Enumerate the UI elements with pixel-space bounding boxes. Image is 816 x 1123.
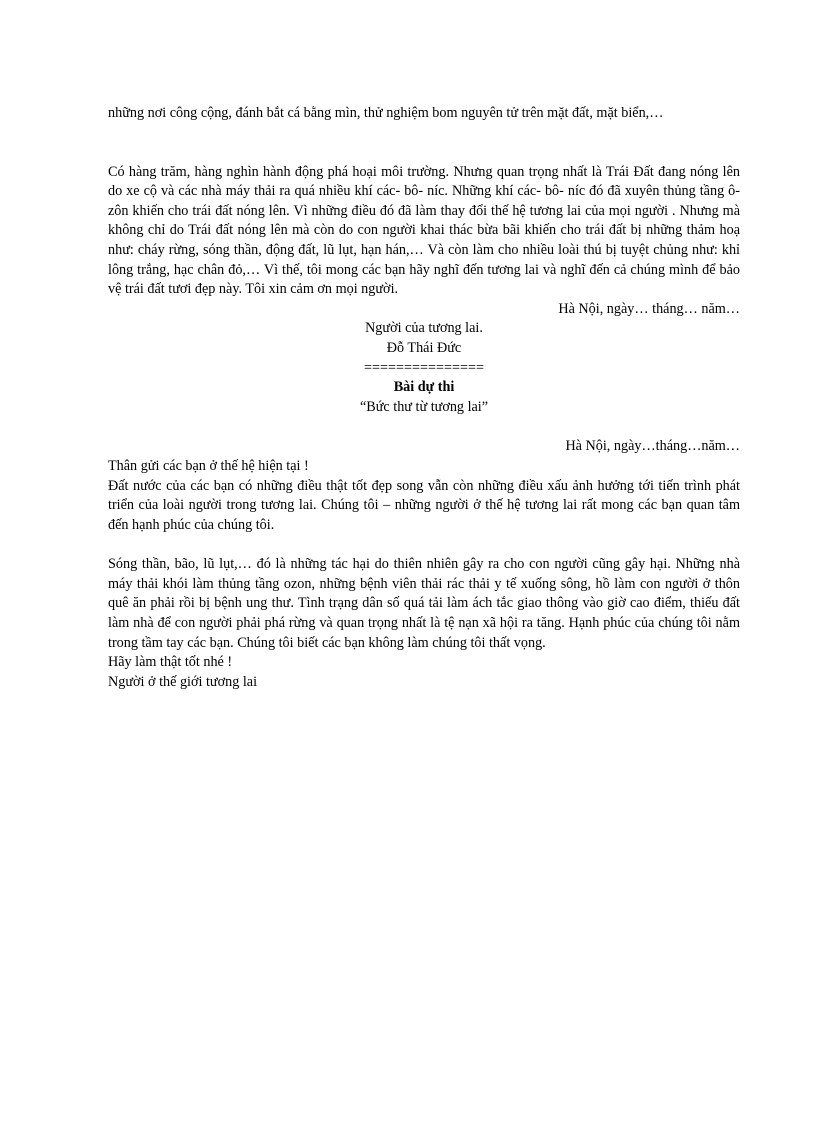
signature-line: Người của tương lai. xyxy=(365,320,483,337)
spacer xyxy=(108,124,740,163)
paragraph-environment: Có hàng trăm, hàng nghìn hành động phá hoại môi trường. Nhưng quan trọng nhất là Trái Đất đang nóng lên do xe cộ và các nhà máy thải ra quá nhiều khí các- bô- níc. Những khí các- bô- níc đó đã xuyên thủng tầng ô- zôn khiến cho trái đất nóng lên. Vì những điều đó đã làm thay đổi thế hệ tương lai của mọi người . Nhưng mà không chỉ do Trái đất nóng lên mà còn do con người khai thác bừa bãi khiến cho trái đất bị những thảm hoạ như: cháy rừng, sóng thần, động đất, lũ lụt, hạn hán,… Và còn làm cho nhiều loài thú bị tuyệt chủng như: khỉ lông trắng, hạc chân đỏ,… Vì thế, tôi mong các bạn hãy nghĩ đến tương lai và nghĩ đến cả chúng mình để bảo vệ trái đất tươi đẹp này. Tôi xin cảm ơn mọi người. xyxy=(108,163,740,298)
date-line-1: Hà Nội, ngày… tháng… năm… xyxy=(558,300,740,317)
section-divider: =============== xyxy=(363,359,485,376)
paragraph-letter-2: Sóng thần, bão, lũ lụt,… đó là những tác hại do thiên nhiên gây ra cho con người cũng gây hại. Những nhà máy thải khói làm thủng tầng ozon, những bệnh viên thải rác thải y tế xuống sông, hồ làm con người ở thôn quê ăn phải rồi bị bệnh ung thư. Tình trạng dân số quá tải làm ách tắc giao thông vào giờ cao điểm, thiếu đất làm nhà để con người phải phá rừng và quan trọng nhất là tệ nạn xã hội ra tăng. Hạnh phúc của chúng tôi nằm trong tầm tay các bạn. Chúng tôi biết các bạn không làm chúng tôi thất vọng. xyxy=(108,556,740,651)
essay-subtitle: “Bức thư từ tương lai” xyxy=(359,398,489,415)
spacer xyxy=(108,417,740,437)
letter-greeting: Thân gửi các bạn ở thế hệ hiện tại ! xyxy=(108,457,309,474)
paragraph-intro-fragment: những nơi công cộng, đánh bắt cá bằng mìn, thử nghiệm bom nguyên tử trên mặt đất, mặt biển,… xyxy=(108,105,664,121)
paragraph-letter-1: Đất nước của các bạn có những điều thật tốt đẹp song vẫn còn những điều xấu ảnh hưởng tới tiến trình phát triển của loài người trong tương lai. Chúng tôi – những người ở thế hệ tương lai rất mong các bạn quan tâm đến hạnh phúc của chúng tôi. xyxy=(108,477,740,533)
letter-signature: Người ở thế giới tương lai xyxy=(108,673,258,690)
essay-title: Bài dự thi xyxy=(393,379,455,396)
spacer xyxy=(108,535,740,555)
letter-closing: Hãy làm thật tốt nhé ! xyxy=(108,654,233,671)
date-line-2: Hà Nội, ngày…tháng…năm… xyxy=(565,438,740,455)
document-page xyxy=(108,104,740,692)
author-name: Đỗ Thái Đức xyxy=(386,339,462,356)
